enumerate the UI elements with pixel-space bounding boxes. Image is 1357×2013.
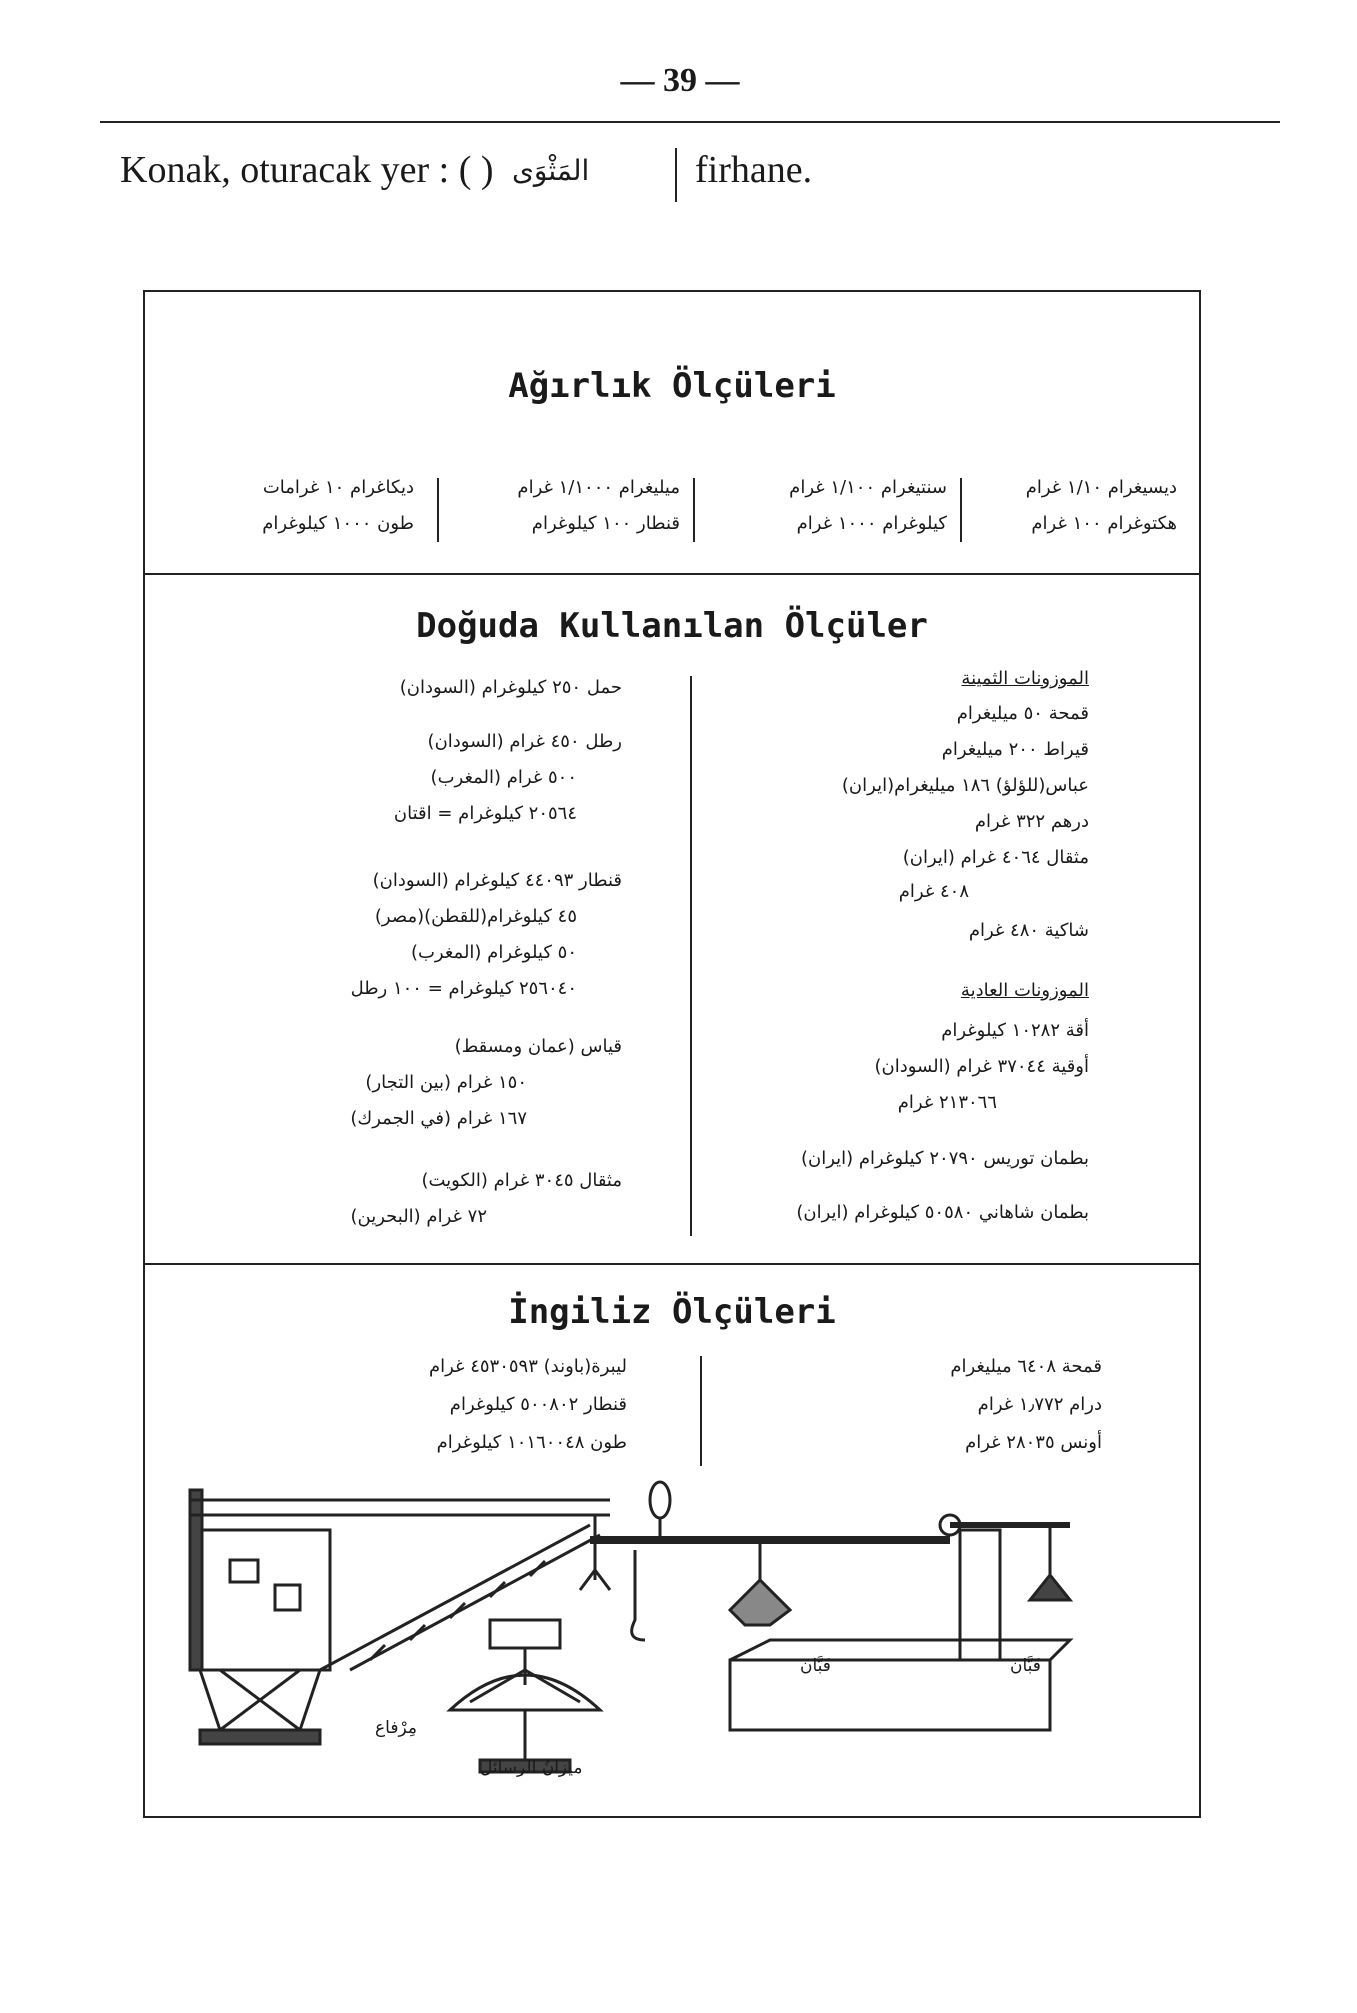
weights-separator: [693, 478, 695, 542]
eastern-left-row: ١٦٧ غرام (في الجمرك): [350, 1108, 527, 1129]
section-title-eastern: Doğuda Kullanılan Ölçüler: [416, 606, 928, 646]
eastern-left-row: ٥٠٠ غرام (المغرب): [430, 767, 577, 788]
weights-col3-row2: قنطار ١٠٠ كيلوغرام: [531, 513, 680, 534]
section-title-english: İngiliz Ölçüleri: [508, 1292, 836, 1332]
caption-letter-scale: ميزانُ الرسائل: [480, 1758, 583, 1778]
caption-steelyard: قَبَّان: [800, 1656, 831, 1676]
entry-translation: firhane.: [695, 149, 813, 191]
weights-col1-row2: هكتوغرام ١٠٠ غرام: [1031, 513, 1177, 534]
platform-base: [730, 1660, 1050, 1730]
subheading-common: الموزونات العادية: [960, 980, 1089, 1001]
vocabulary-entry: [120, 148, 590, 192]
eastern-left-row: ٧٢ غرام (البحرين): [350, 1206, 487, 1227]
platform-counterweight: [1030, 1575, 1070, 1600]
weights-col3-row1: ميليغرام ١/١٠٠٠ غرام: [517, 477, 680, 498]
weights-col2-row2: كيلوغرام ١٠٠٠ غرام: [796, 513, 947, 534]
caption-platform-scale: قَبَّان: [1010, 1656, 1041, 1676]
steelyard-ring: [650, 1482, 670, 1518]
caption-crane: مِرْفاع: [375, 1718, 417, 1738]
crane-drawing: [190, 1490, 610, 1744]
eastern-left-row: ٥٠ كيلوغرام (المغرب): [410, 942, 577, 963]
weights-col2-row1: سنتيغرام ١/١٠٠ غرام: [789, 477, 947, 498]
common-row: أقة ١٠٢٨٢ كيلوغرام: [941, 1020, 1089, 1041]
precious-row: درهم ٣٢٢ غرام: [974, 811, 1089, 832]
crane-mast: [190, 1490, 202, 1670]
common-row: ٢١٣٠٦٦ غرام: [897, 1092, 997, 1113]
weights-separator: [437, 478, 439, 542]
precious-row: عباس(للؤلؤ) ١٨٦ ميليغرام(ايران): [841, 775, 1089, 796]
subheading-precious: الموزونات الثمينة: [961, 668, 1089, 689]
column-separator: [700, 1356, 702, 1466]
eastern-left-row: ٤٥ كيلوغرام(للقطن)(مصر): [374, 906, 577, 927]
precious-row: ٤٠٨ غرام: [898, 881, 969, 902]
crane-window: [230, 1560, 258, 1582]
eastern-left-row: حمل ٢٥٠ كيلوغرام (السودان): [399, 677, 622, 698]
eastern-left-row: ٢٥٦٠٤٠ كيلوغرام = ١٠٠ رطل: [350, 978, 577, 999]
steelyard-drawing: [590, 1482, 950, 1640]
weights-col4-row2: طون ١٠٠٠ كيلوغرام: [262, 513, 414, 534]
precious-row: مثقال ٤٠٦٤ غرام (ايران): [902, 847, 1089, 868]
weights-separator: [960, 478, 962, 542]
header-rule: [100, 121, 1280, 123]
common-row: بطمان توريس ٢٠٧٩٠ كيلوغرام (ايران): [800, 1148, 1089, 1169]
steelyard-weight: [730, 1580, 790, 1625]
section-divider: [145, 1263, 1199, 1265]
section-title-weights: Ağırlık Ölçüleri: [508, 366, 836, 406]
english-right-row: قمحة ٦٤٠٨ ميليغرام: [950, 1356, 1102, 1377]
precious-row: قيراط ٢٠٠ ميليغرام: [941, 739, 1089, 760]
entry-turkish: Konak, oturacak yer : ( ): [120, 149, 494, 191]
weights-col1-row1: ديسيغرام ١/١٠ غرام: [1025, 477, 1177, 498]
common-row: بطمان شاهاني ٥٠٥٨٠ كيلوغرام (ايران): [796, 1202, 1089, 1223]
column-separator: [690, 676, 692, 1236]
eastern-left-row: رطل ٤٥٠ غرام (السودان): [427, 731, 622, 752]
eastern-left-row: مثقال ٣٠٤٥ غرام (الكويت): [421, 1170, 622, 1191]
precious-row: قمحة ٥٠ ميليغرام: [956, 703, 1089, 724]
english-right-row: درام ١٫٧٧٢ غرام: [977, 1394, 1102, 1415]
page-number: — 39 —: [620, 62, 740, 99]
platform-scale-drawing: [730, 1515, 1070, 1730]
crane-window: [275, 1585, 300, 1610]
eastern-left-row: قياس (عمان ومسقط): [454, 1036, 622, 1057]
weighing-instruments-illustration: [170, 1470, 1190, 1810]
letter-scale-tray: [490, 1620, 560, 1648]
section-divider: [145, 573, 1199, 575]
english-left-row: ليبرة(باوند) ٤٥٣٠٥٩٣ غرام: [428, 1356, 627, 1377]
letter-scale-drawing: [450, 1620, 600, 1772]
crane-cabin: [190, 1530, 330, 1670]
entry-arabic: المَثْوَى: [512, 154, 590, 187]
entry-separator: [675, 148, 677, 202]
english-left-row: طون ١٠١٦٠٠٤٨ كيلوغرام: [436, 1432, 627, 1453]
common-row: أوقية ٣٧٠٤٤ غرام (السودان): [874, 1056, 1089, 1077]
eastern-left-row: ١٥٠ غرام (بين التجار): [365, 1072, 527, 1093]
eastern-left-row: ٢٠٥٦٤ كيلوغرام = اقتان: [393, 803, 577, 824]
english-right-row: أونس ٢٨٠٣٥ غرام: [965, 1432, 1102, 1453]
eastern-left-row: قنطار ٤٤٠٩٣ كيلوغرام (السودان): [372, 870, 622, 891]
english-left-row: قنطار ٥٠٠٨٠٢ كيلوغرام: [449, 1394, 627, 1415]
precious-row: شاكية ٤٨٠ غرام: [968, 920, 1089, 941]
steelyard-hook: [632, 1550, 645, 1640]
weights-col4-row1: ديكاغرام ١٠ غرامات: [262, 477, 414, 498]
